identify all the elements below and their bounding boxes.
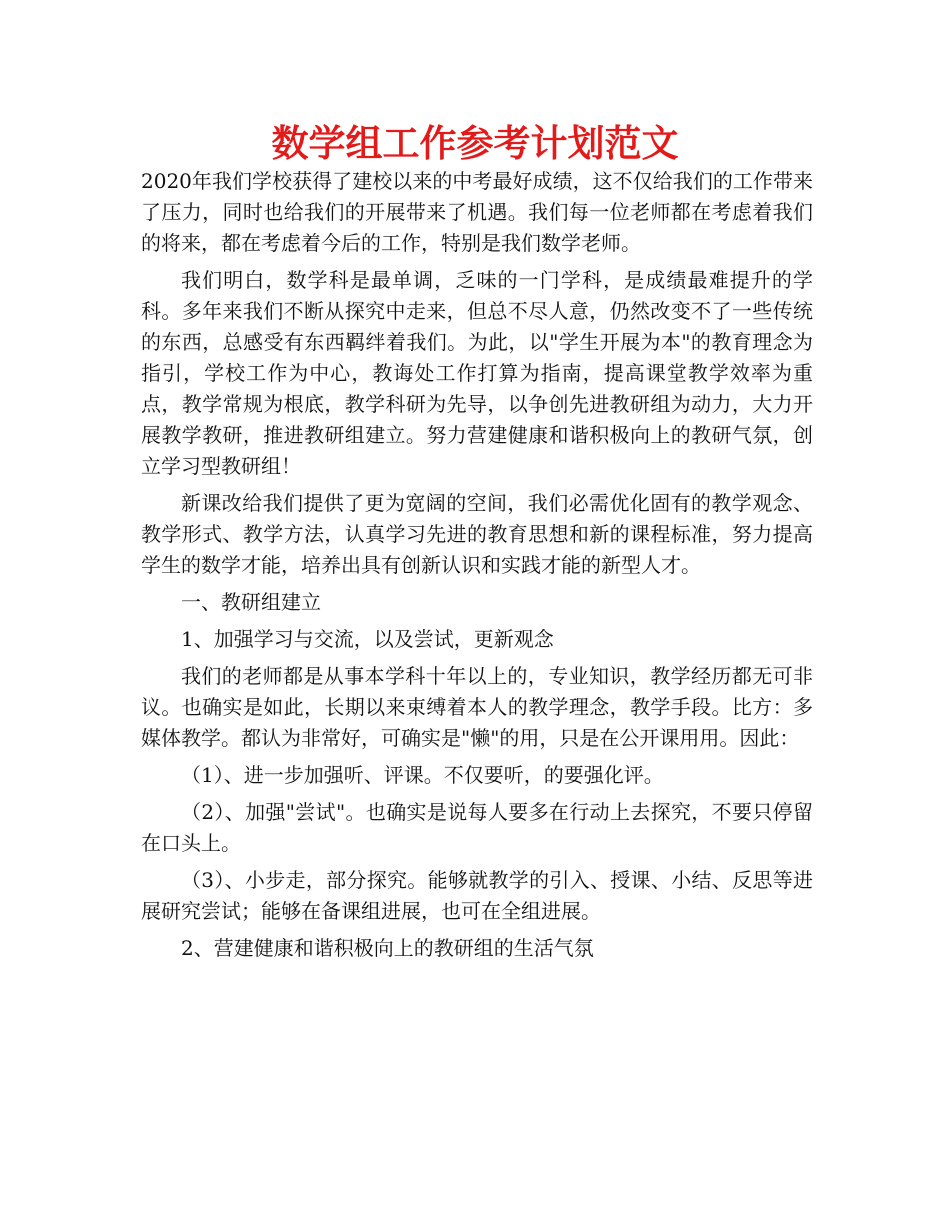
document-title: 数学组工作参考计划范文 (271, 121, 679, 165)
subsection-heading-1-1: 1、加强学习与交流，以及尝试，更新观念 (181, 627, 554, 651)
subsection-heading-1-2: 2、营建健康和谐积极向上的教研组的生活气氛 (181, 936, 594, 960)
paragraph-intro: 2020年我们学校获得了建校以来的中考最好成绩，这不仅给我们的工作带来了压力，同时也给我们的开展带来了机遇。我们每一位老师都在考虑着我们的将来，都在考虑着今后的工作，特别是我们数学老师。 (141, 169, 813, 255)
list-item-1: （1）、进一步加强听、评课。不仅要听，的要强化评。 (181, 763, 664, 787)
list-item-2: （2）、加强"尝试"。也确实是说每人要多在行动上去探究，不要只停留在口头上。 (141, 800, 813, 855)
section-heading-1: 一、教研组建立 (181, 590, 321, 614)
document-body (141, 166, 813, 970)
paragraph-curriculum-reform: 新课改给我们提供了更为宽阔的空间，我们必需优化固有的教学观念、教学形式、教学方法，认真学习先进的教育思想和新的课程标准，努力提高学生的数学才能，培养出具有创新认识和实践才能的新型人才。 (141, 491, 813, 577)
paragraph-understanding: 我们明白，数学科是最单调，乏味的一门学科，是成绩最难提升的学科。多年来我们不断从探究中走来，但总不尽人意，仍然改变不了一些传统的东西，总感受有东西羁绊着我们。为此，以"学生开展为本"的教育理念为指引，学校工作为中心，教诲处工作打算为指南，提高课堂教学效率为重点，教学常规为根底，教学科研为先导，以争创先进教研组为动力，大力开展教学教研，推进教研组建立。努力营建健康和谐积极向上的教研气氛，创立学习型教研组！ (141, 268, 813, 478)
paragraph-teachers: 我们的老师都是从事本学科十年以上的，专业知识，教学经历都无可非议。也确实是如此，长期以来束缚着本人的教学理念，教学手段。比方：多媒体教学。都认为非常好，可确实是"懒"的用，只是在公开课用用。因此： (141, 664, 813, 750)
list-item-3: （3）、小步走，部分探究。能够就教学的引入、授课、小结、反思等进展研究尝试；能够在备课组进展，也可在全组进展。 (141, 868, 813, 923)
